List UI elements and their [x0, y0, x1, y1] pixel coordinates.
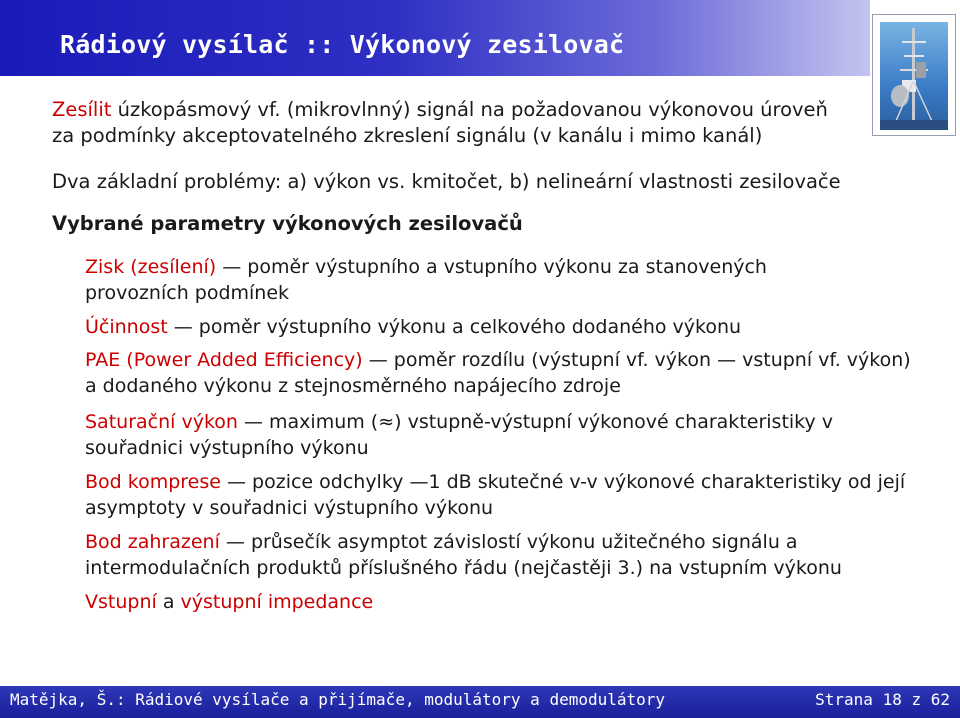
param-pae-line-2: a dodaného výkonu z stejnosměrného napájecího zdroje — [85, 375, 621, 397]
compression-text: — pozice odchylky —1 dB skutečné v-v výkonové charakteristiky od její — [220, 471, 906, 493]
param-gain-line-2: provozních podmínek — [85, 282, 290, 304]
pae-text: — poměr rozdílu (výstupní vf. výkon — vstupní vf. výkon) — [362, 349, 911, 371]
term-output-impedance: výstupní impedance — [180, 591, 374, 613]
efficiency-text: — poměr výstupního výkonu a celkového dodaného výkonu — [167, 316, 742, 338]
param-saturation — [85, 409, 833, 435]
term-zesilit: Zesílit — [52, 98, 112, 121]
param-compression — [85, 469, 905, 495]
param-gain — [85, 254, 767, 280]
param-compression-line-2: asymptoty v souřadnici výstupního výkonu — [85, 497, 494, 519]
saturation-text: — maximum (≈) vstupně-výstupní výkonové charakteristiky v — [237, 411, 834, 433]
intro-line-1-text: úzkopásmový vf. (mikrovlnný) signál na požadovanou výkonovou úroveň — [111, 98, 828, 121]
term-intercept: Bod zahrazení — [85, 531, 220, 553]
param-intercept — [85, 529, 798, 555]
term-saturation: Saturační výkon — [85, 411, 238, 433]
term-pae: PAE (Power Added Efficiency) — [85, 349, 363, 371]
footer-author: Matějka, Š.: Rádiové vysílače a přijímače, modulátory a demodulátory — [10, 690, 666, 709]
param-efficiency — [85, 314, 741, 340]
antenna-tower-icon — [880, 22, 948, 130]
param-impedance — [85, 589, 373, 615]
params-heading: Vybrané parametry výkonových zesilovačů — [52, 212, 523, 235]
term-gain: Zisk (zesílení) — [85, 256, 217, 278]
antenna-tower-photo — [880, 22, 948, 130]
gain-text: — poměr výstupního a vstupního výkonu za stanovených — [216, 256, 767, 278]
slide-title: Rádiový vysílač :: Výkonový zesilovač — [60, 30, 625, 59]
term-compression: Bod komprese — [85, 471, 221, 493]
term-input-impedance: Vstupní — [85, 591, 157, 613]
footer-page-number: Strana 18 z 62 — [815, 690, 950, 709]
param-pae — [85, 347, 911, 373]
impedance-conj: a — [156, 591, 181, 613]
param-saturation-line-2: souřadnici výstupního výkonu — [85, 437, 369, 459]
intro-line-1 — [52, 97, 828, 123]
intercept-text: — průsečík asymptot závislostí výkonu užitečného signálu a — [219, 531, 798, 553]
param-intercept-line-2: intermodulačních produktů příslušného řádu (nejčastěji 3.) na vstupním výkonu — [85, 557, 842, 579]
term-efficiency: Účinnost — [85, 316, 168, 338]
intro-line-2: za podmínky akceptovatelného zkreslení signálu (v kanálu i mimo kanál) — [52, 124, 763, 147]
problems-line: Dva základní problémy: a) výkon vs. kmitočet, b) nelineární vlastnosti zesilovače — [52, 170, 841, 193]
